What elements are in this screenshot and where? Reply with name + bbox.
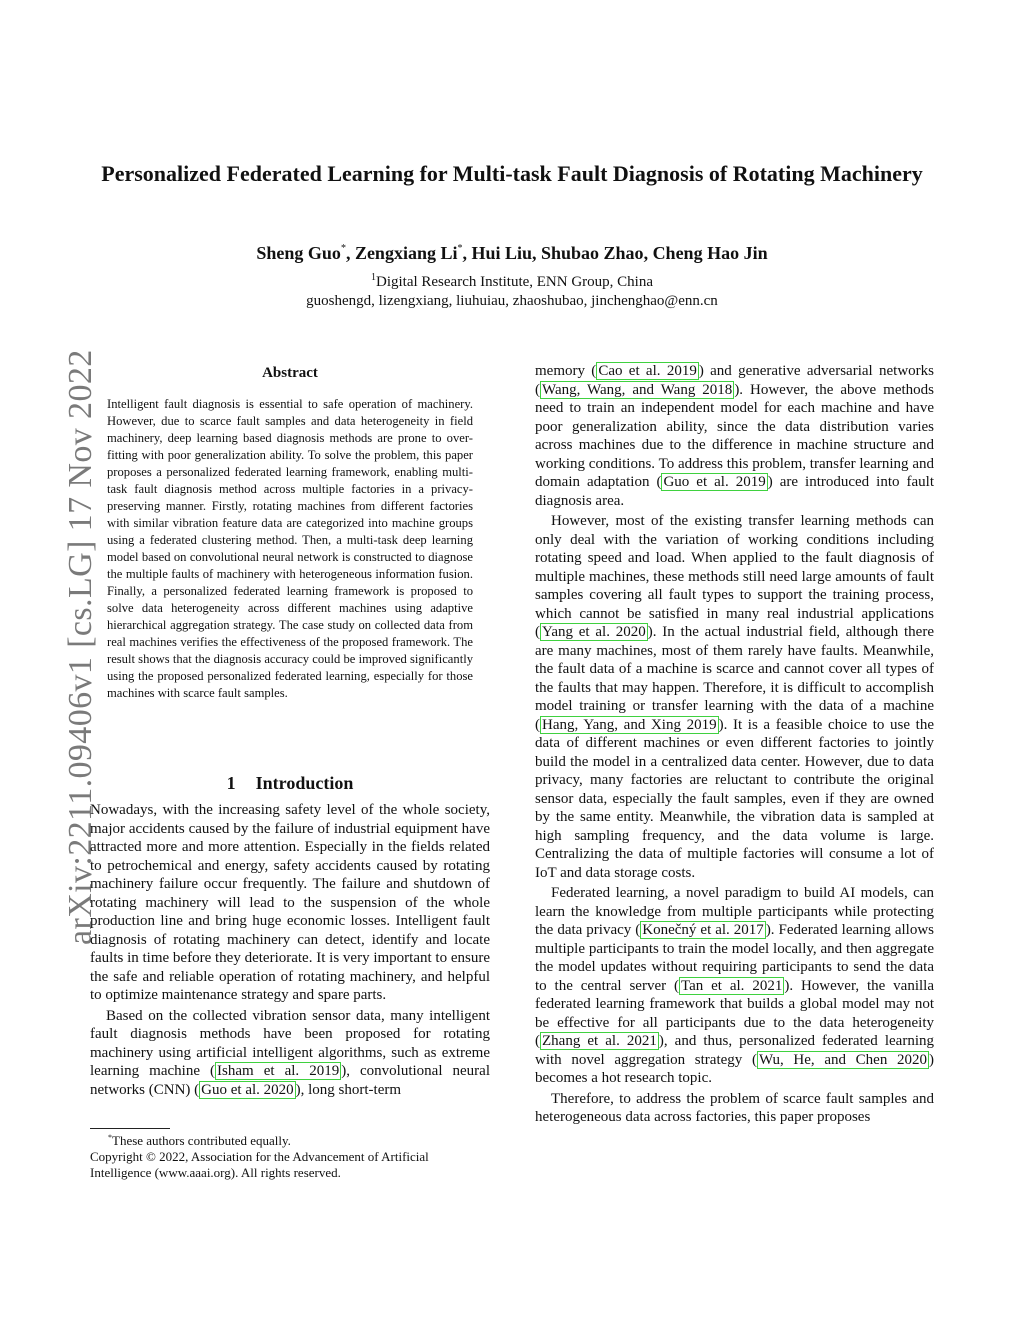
paragraph — [535, 362, 934, 510]
arxiv-stamp: arXiv:2211.09406v1 [cs.LG] 17 Nov 2022 — [62, 349, 99, 945]
section-title: Introduction — [255, 773, 354, 793]
author: Sheng Guo — [256, 243, 341, 263]
citation-link[interactable]: Hang, Yang, and Xing 2019 — [542, 716, 717, 733]
footnote-text: These authors contributed equally. — [112, 1133, 291, 1148]
paragraph: Nowadays, with the increasing safety level of the whole society, major accidents caused by the failure of industrial equipment have attracted more and more attention. Especially in the fields related to petrochemical and energy, safety accidents caused by rotating machinery failure occur frequently. The failure and shutdown of rotating machinery will lead to the suspension of the whole production line and bring huge economic losses. Intelligent fault diagnosis of rotating machinery can detect, identify and locate faults in time before they deteriorate. It is very important to ensure the safe and reliable operation of rotating machinery, and helpful to optimize maintenance strategy and spare parts. — [90, 802, 490, 1003]
paragraph-text: ) and generative adversarial networks ( — [535, 363, 934, 398]
citation-link[interactable]: Wu, He, and Chen 2020 — [758, 1051, 927, 1068]
paper-title: Personalized Federated Learning for Multi-task Fault Diagnosis of Rotating Machinery — [101, 161, 923, 186]
footnote-divider — [90, 1128, 170, 1129]
paragraph-text: ), convolutional neural networks (CNN) ( — [90, 1063, 491, 1098]
paragraph-text: ). It is a feasible choice to use the data of different machines or even different factories to jointly build the model in a centralized data center. However, due to data privacy, many factories are reluctant to contribute the original sensor data, especially the fault samples, even if they are owned by the same entity. Meanwhile, the vibration data is sampled at high sampling frequency, and the data volume is large. Centralizing the data of multiple factories will consume a lot of IoT and data storage costs. — [535, 716, 934, 881]
abstract-text: Intelligent fault diagnosis is essential to safe operation of machinery. However, due to scarce fault samples and data heterogeneity in field machinery, deep learning based diagnosis methods are prone to over-fitting with poor generalization ability. To solve the problem, this paper proposes a personalized federated learning framework, enabling multi-task fault diagnosis method across multiple factories in a privacy-preserving manner. Firstly, rotating machines from different factories with similar vibration feature data are categorized into machine groups using a federated clustering method. Then, a multi-task deep learning model based on convolutional neural network is constructed to diagnose the multiple faults of machinery with heterogeneous information fusion. Finally, a personalized federated learning framework is proposed to solve data heterogeneity across different machines using adaptive hierarchical aggregation strategy. The case study on collected data from real machines verifies the effectiveness of the proposed framework. The result shows that the diagnosis accuracy could be improved significantly using the proposed personalized federated learning, especially for those machines with scarce fault samples. — [107, 397, 473, 700]
paragraph-text: ). However, the above methods need to train an independent model for each machine and have poor generalization ability, since the data distribution varies across machines due to the difference in machine structure and working conditions. To address this problem, transfer learning and domain adaptation ( — [535, 381, 934, 490]
author-mark: * — [457, 243, 463, 254]
citation-link[interactable]: Zhang et al. 2021 — [542, 1033, 657, 1049]
citation-link[interactable]: Konečný et al. 2017 — [642, 922, 764, 938]
paragraph-text: ) becomes a hot research topic. — [535, 1051, 934, 1086]
paragraph-text: ), long short-term — [295, 1081, 402, 1098]
paragraph-text: ), and thus, personalized federated learning with novel aggregation strategy ( — [535, 1033, 934, 1068]
paragraph-text: ). In the actual industrial field, although there are many machines, most of them rarely have faults. Meanwhile, the fault data of a machine is scarce and cannot cover all types of the faults that may happen. Therefore, it is difficult to accomplish model training or transfer learning with the data of a machine ( — [535, 624, 934, 733]
footnote-block — [90, 1130, 490, 1181]
author: Cheng Hao Jin — [652, 243, 768, 263]
paragraph — [535, 512, 934, 882]
paragraph: Therefore, to address the problem of scarce fault samples and heterogeneous data across factories, this paper proposes — [535, 1090, 934, 1125]
paragraph-text: However, most of the existing transfer learning methods can only deal with the variation of working conditions including rotating speed and load. When applied to the fault diagnosis of multiple machines, these methods still need large amounts of fault samples covering all fault types to support the training process, which cannot be satisfied in many real industrial applications ( — [535, 513, 934, 640]
author-mark: * — [340, 243, 346, 254]
citation-link[interactable]: Guo et al. 2019 — [663, 474, 766, 490]
affiliation: Digital Research Institute, ENN Group, China — [375, 274, 654, 290]
affiliation-mark: 1 — [370, 272, 376, 283]
author: Shubao Zhao — [541, 243, 644, 263]
citation-link[interactable]: Guo et al. 2020 — [201, 1081, 294, 1098]
paragraph-text: Federated learning, a novel paradigm to build AI models, can learn the knowledge from multiple participants while protecting the data privacy ( — [535, 885, 934, 938]
copyright-notice: Copyright © 2022, Association for the Advancement of Artificial Intelligence (www.aaai.org). All rights reserved. — [90, 1149, 429, 1180]
author: Zengxiang Li — [354, 243, 458, 263]
paragraph-text: ). However, the vanilla federated learning framework that builds a global model may not be effective for all participants due to the data heterogeneity ( — [535, 977, 934, 1049]
citation-link[interactable]: Isham et al. 2019 — [217, 1063, 340, 1079]
author-list: Sheng Guo*, Zengxiang Li*, Hui Liu, Shubao Zhao, Cheng Hao Jin — [256, 243, 768, 263]
paragraph-text: ). Federated learning allows multiple participants to train the model locally, and then aggregate the model updates without requiring participants to send the data to the central server ( — [535, 922, 934, 994]
paragraph-text: Based on the collected vibration sensor data, many intelligent fault diagnosis methods have been proposed for rotating machinery using artificial intelligent algorithms, such as extreme learning machine ( — [90, 1007, 490, 1079]
right-column-body — [535, 362, 934, 1127]
paragraph-text: memory ( — [535, 363, 597, 379]
citation-link[interactable]: Yang et al. 2020 — [542, 624, 646, 640]
paragraph-text: ) are introduced into fault diagnosis area. — [535, 474, 934, 509]
footnote-mark: * — [108, 1133, 112, 1142]
affiliation-block — [100, 268, 924, 311]
section-heading-introduction — [90, 773, 490, 794]
paragraph — [90, 1007, 490, 1100]
citation-link[interactable]: Tan et al. 2021 — [680, 977, 783, 994]
abstract-heading: Abstract — [262, 365, 318, 381]
section-number: 1 — [226, 773, 236, 793]
citation-link[interactable]: Wang, Wang, and Wang 2018 — [542, 381, 733, 398]
author: Hui Liu — [471, 243, 532, 263]
paragraph — [535, 884, 934, 1088]
introduction-body — [90, 801, 490, 1099]
citation-link[interactable]: Cao et al. 2019 — [598, 363, 697, 379]
author-emails: guoshengd, lizengxiang, liuhuiau, zhaoshubao, jinchenghao@enn.cn — [306, 293, 718, 309]
